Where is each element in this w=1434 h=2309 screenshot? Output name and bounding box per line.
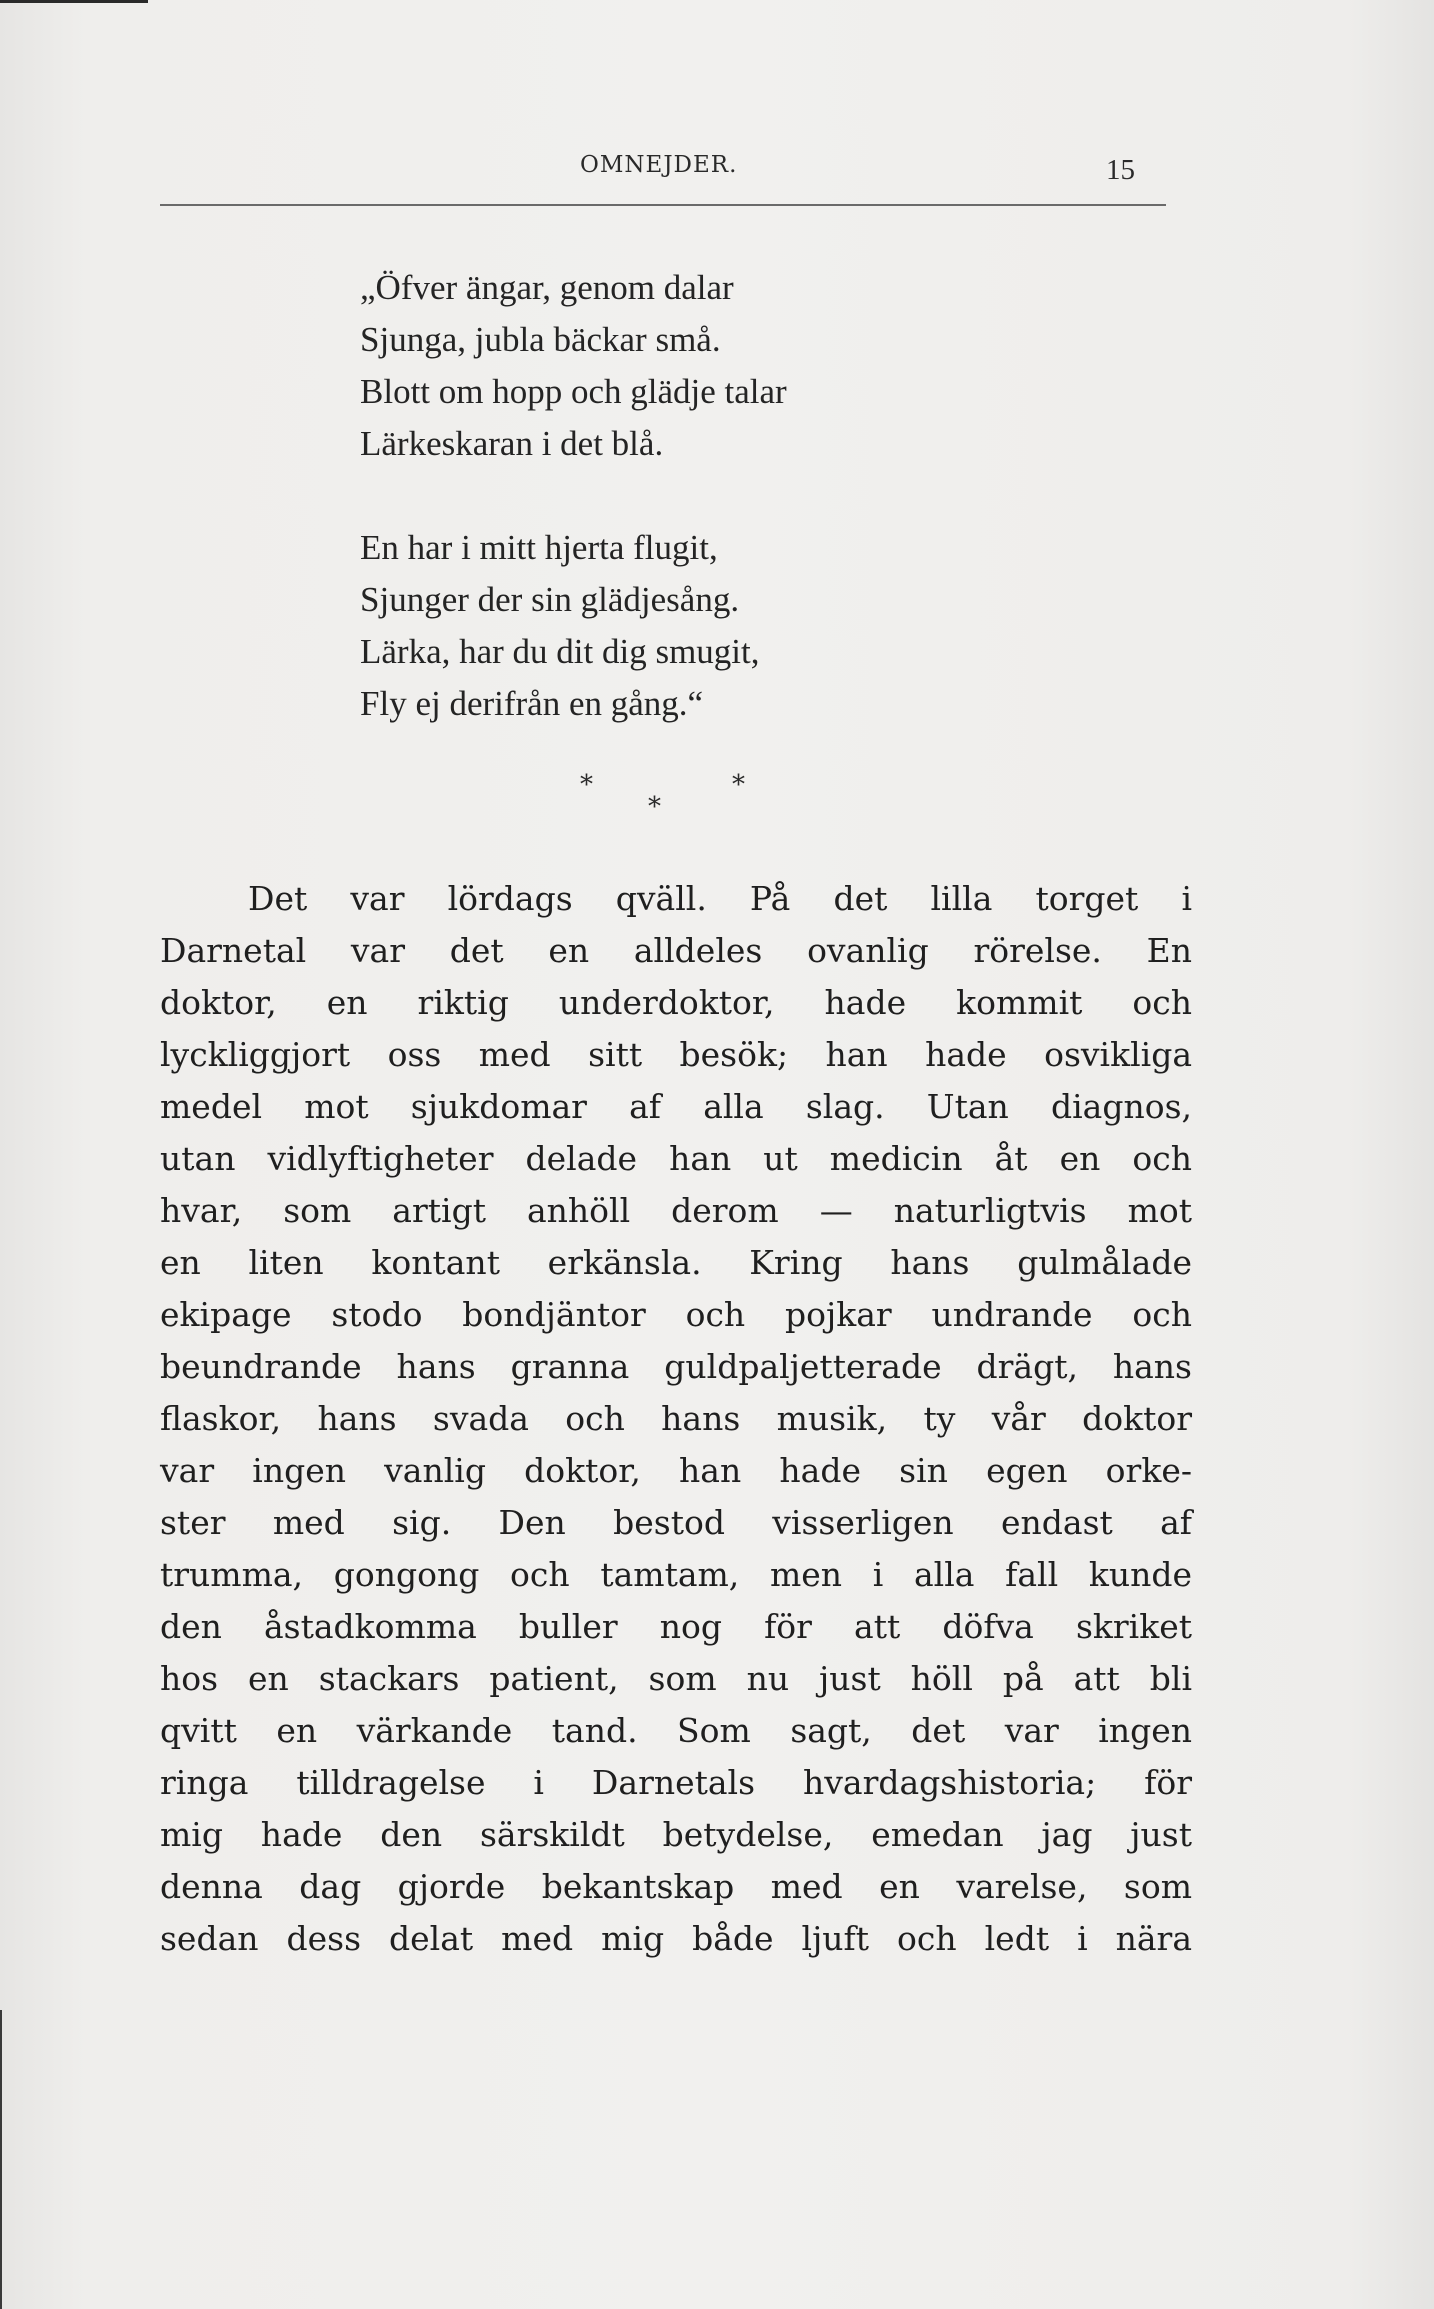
prose-line: utan vidlyftigheter delade han ut medicin åt en och — [160, 1139, 1192, 1178]
prose-line: ringa tilldragelse i Darnetals hvardagshistoria; för — [160, 1763, 1192, 1802]
prose-line: ekipage stodo bondjäntor och pojkar undrande och — [160, 1295, 1192, 1334]
prose-line: var ingen vanlig doktor, han hade sin egen orke- — [160, 1451, 1192, 1490]
prose-line: flaskor, hans svada och hans musik, ty vår doktor — [160, 1399, 1192, 1438]
page-number: 15 — [1106, 154, 1135, 186]
prose-line: sedan dess delat med mig både ljuft och ledt i nära — [160, 1919, 1192, 1958]
prose-line: doktor, en riktig underdoktor, hade kommit och — [160, 983, 1192, 1022]
poem-stanza-1 — [360, 262, 787, 470]
prose-line: beundrande hans granna guldpaljetterade drägt, hans — [160, 1347, 1192, 1386]
header-rule — [160, 204, 1166, 206]
prose-line: Det var lördags qväll. På det lilla torget i — [248, 879, 1192, 918]
poem-line: Fly ej derifrån en gång.“ — [360, 684, 704, 723]
poem-line: Blott om hopp och glädje talar — [360, 372, 787, 411]
prose-line: denna dag gjorde bekantskap med en varelse, som — [160, 1867, 1192, 1906]
prose-line: hvar, som artigt anhöll derom — naturligtvis mot — [160, 1191, 1192, 1230]
asterism-star-right: * — [732, 770, 745, 800]
asterism-divider — [570, 770, 770, 830]
scan-edge-mark-left — [0, 2010, 2, 2309]
prose-line: ster med sig. Den bestod visserligen endast af — [160, 1503, 1192, 1542]
prose-line: hos en stackars patient, som nu just höll på att bli — [160, 1659, 1192, 1698]
prose-line: mig hade den särskildt betydelse, emedan jag just — [160, 1815, 1192, 1854]
poem-line: Lärka, har du dit dig smugit, — [360, 632, 760, 671]
prose-line: qvitt en värkande tand. Som sagt, det var ingen — [160, 1711, 1192, 1750]
asterism-star-left: * — [580, 770, 593, 800]
prose-line: den åstadkomma buller nog för att döfva skriket — [160, 1607, 1192, 1646]
poem-line: Sjunger der sin glädjesång. — [360, 580, 740, 619]
poem-line: „Öfver ängar, genom dalar — [360, 268, 734, 307]
asterism-star-middle: * — [648, 792, 661, 822]
prose-line: trumma, gongong och tamtam, men i alla fall kunde — [160, 1555, 1192, 1594]
poem-line: Lärkeskaran i det blå. — [360, 424, 664, 463]
poem-line: Sjunga, jubla bäckar små. — [360, 320, 721, 359]
prose-paragraph — [160, 873, 1192, 1965]
poem — [360, 262, 787, 730]
poem-line: En har i mitt hjerta flugit, — [360, 528, 718, 567]
running-head: OMNEJDER. — [580, 152, 738, 178]
prose-line: lyckliggjort oss med sitt besök; han hade osvikliga — [160, 1035, 1192, 1074]
prose-line: Darnetal var det en alldeles ovanlig rörelse. En — [160, 931, 1192, 970]
poem-stanza-2 — [360, 522, 787, 730]
prose-line: medel mot sjukdomar af alla slag. Utan diagnos, — [160, 1087, 1192, 1126]
prose-line: en liten kontant erkänsla. Kring hans gulmålade — [160, 1243, 1192, 1282]
scan-edge-mark-top — [0, 0, 148, 3]
